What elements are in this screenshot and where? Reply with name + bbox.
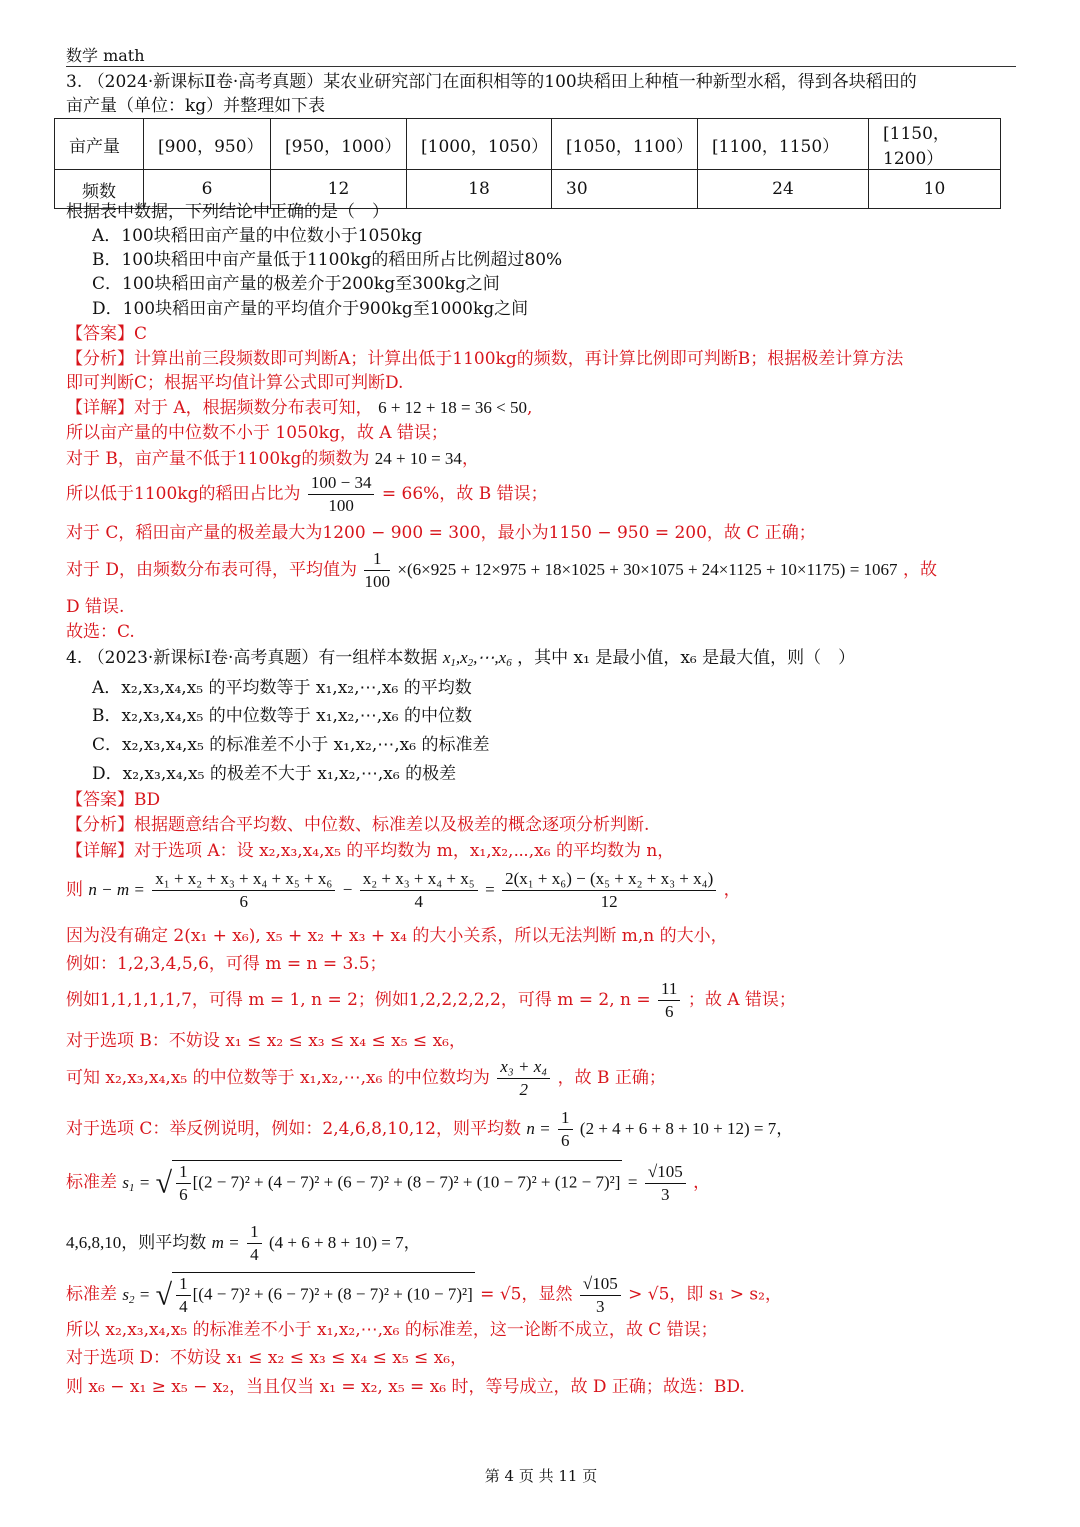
table-cell: [1150，1200） <box>869 119 1001 170</box>
math-expression: (4 + 6 + 8 + 10) = 7， <box>268 1233 421 1252</box>
fraction <box>364 548 390 593</box>
fraction <box>558 1107 573 1152</box>
q3-analysis-line1: 【分析】计算出前三段频数即可判断A；计算出低于1100kg的频数，再计算比例即可判断B；根据极差计算方法 <box>66 349 904 369</box>
math-expression: n = <box>526 1119 551 1138</box>
fraction-numerator: √105 <box>645 1161 686 1184</box>
table-cell: 亩产量 <box>55 119 144 170</box>
table-cell: 10 <box>869 170 1001 209</box>
math-expression: (2 + 4 + 6 + 8 + 10 + 12) = 7， <box>579 1119 794 1138</box>
q3-question: 根据表中数据，下列结论中正确的是（ ） <box>66 202 389 222</box>
q4-detail-9: 标准差 $s_1$ = √ $\frac{1}{6}$ [(2 − 7)² + (4 − 7)² + (6 − 7)² + (8 − 7)² + (10 − 7)² + (12 − 7)²] = $\frac{√105}{3}$ ， <box>66 1161 711 1204</box>
q4-detail-14: 则 x₆ − x₁ ≥ x₅ − x₂，当且仅当 x₁ = x₂, x₅ = x₆ 时，等号成立，故 D 正确；故选：BD. <box>66 1377 745 1397</box>
detail-text: 可知 x₂,x₃,x₄,x₅ 的中位数等于 x₁,x₂,⋯,x₆ 的中位数均为 <box>66 1068 490 1088</box>
math-operator: − <box>342 880 353 899</box>
table-row <box>55 119 1001 170</box>
fraction-denominator: 4 <box>250 1245 259 1264</box>
fraction-numerator: 1 <box>247 1221 262 1244</box>
table-cell: 18 <box>407 170 552 209</box>
table-cell: [1050，1100） <box>552 119 698 170</box>
fraction <box>247 1221 262 1266</box>
fraction-numerator: 1 <box>176 1273 191 1296</box>
q3-option-c: C．100块稻田亩产量的极差介于200kg至300kg之间 <box>92 274 500 294</box>
q4-detail-6: 对于选项 B：不妨设 x₁ ≤ x₂ ≤ x₃ ≤ x₄ ≤ x₅ ≤ x₆， <box>66 1031 466 1051</box>
q3-detail-c: 对于 C，稻田亩产量的极差最大为1200 − 900 = 300，最小为1150 − 950 = 200，故 C 正确； <box>66 523 816 543</box>
fraction-numerator: 1 <box>364 548 390 571</box>
math-expression: $s_2$ = <box>122 1284 151 1306</box>
square-root <box>156 1160 623 1206</box>
q4-answer: 【答案】BD <box>66 790 161 810</box>
fraction-numerator: 2(x₁ + x₆) − (x₅ + x₂ + x₃ + x₄) <box>502 868 716 891</box>
fraction-numerator: x₃ + x₄ <box>497 1056 550 1079</box>
detail-text: ，其中 x₁ 是最小值，x₆ 是最大值，则（ ） <box>517 648 856 668</box>
detail-text: 则 <box>66 880 83 900</box>
math-operator: = <box>485 880 495 899</box>
fraction-numerator: 1 <box>558 1107 573 1130</box>
fraction-numerator: x₁ + x₂ + x₃ + x₄ + x₅ + x₆ <box>152 868 335 891</box>
q4-option-a: A．x₂,x₃,x₄,x₅ 的平均数等于 x₁,x₂,⋯,x₆ 的平均数 <box>92 678 472 698</box>
detail-text: 4,6,8,10，则平均数 <box>66 1233 207 1252</box>
fraction-denominator: 6 <box>664 1002 674 1021</box>
math-expression: $s_1$ = <box>122 1172 151 1194</box>
detail-text: 【详解】对于 A，根据频数分布表可知， <box>66 398 373 418</box>
math-expression: 24 + 10 = 34 <box>374 449 462 468</box>
q4-detail-1: 【详解】对于选项 A：设 x₂,x₃,x₄,x₅ 的平均数为 m，x₁,x₂,⋯,x₆ 的平均数为 n， <box>66 841 675 861</box>
fraction <box>502 868 716 913</box>
q3-option-d: D．100块稻田亩产量的平均值介于900kg至1000kg之间 <box>92 299 529 319</box>
table-cell: 6 <box>144 170 271 209</box>
q4-detail-12: 所以 x₂,x₃,x₄,x₅ 的标准差不小于 x₁,x₂,⋯,x₆ 的标准差，这一论断不成立，故 C 错误； <box>66 1320 718 1340</box>
fraction-denominator: 6 <box>239 892 249 911</box>
q4-option-b: B．x₂,x₃,x₄,x₅ 的中位数等于 x₁,x₂,⋯,x₆ 的中位数 <box>92 706 472 726</box>
frequency-table <box>54 118 1001 209</box>
math-expression: [(4 − 7)² + (6 − 7)² + (8 − 7)² + (10 − 7)²] <box>192 1284 473 1304</box>
q4-stem <box>66 646 855 675</box>
fraction <box>658 978 680 1023</box>
q4-option-d: D．x₂,x₃,x₄,x₅ 的极差不大于 x₁,x₂,⋯,x₆ 的极差 <box>92 764 457 784</box>
fraction-denominator: 6 <box>561 1131 570 1150</box>
q4-detail-10 <box>66 1221 421 1266</box>
q3-stem-line2: 亩产量（单位：kg）并整理如下表 <box>66 96 326 116</box>
math-operator: = <box>627 1172 638 1192</box>
table-cell: [900，950） <box>144 119 271 170</box>
q3-option-b: B．100块稻田中亩产量低于1100kg的稻田所占比例超过80% <box>92 250 563 270</box>
table-cell: 24 <box>698 170 869 209</box>
fraction-denominator: 12 <box>600 892 618 911</box>
q4-detail-8 <box>66 1107 793 1152</box>
q4-detail-7 <box>66 1056 666 1101</box>
fraction-numerator: 11 <box>658 978 680 1001</box>
header-divider <box>66 66 1016 67</box>
detail-text: 对于选项 C：举反例说明，例如：2,4,6,8,10,12，则平均数 <box>66 1119 521 1139</box>
q4-detail-4: 例如：1,2,3,4,5,6，可得 m = n = 3.5； <box>66 954 387 974</box>
fraction-numerator: 1 <box>176 1161 191 1184</box>
radical-sign-icon: √ <box>155 1278 173 1312</box>
detail-text: 对于 B，亩产量不低于1100kg的频数为 <box>66 449 370 469</box>
detail-text: = 66%，故 B 错误； <box>381 484 548 504</box>
fraction-denominator: 6 <box>179 1185 188 1204</box>
q3-detail-d1 <box>66 548 937 593</box>
q3-conclusion: 故选：C. <box>66 622 135 642</box>
fraction <box>497 1056 550 1101</box>
radicand <box>172 1160 622 1206</box>
q3-detail-b2 <box>66 472 548 517</box>
detail-text: 4. （2023·新课标Ⅰ卷·高考真题）有一组样本数据 <box>66 648 438 668</box>
math-expression: $x_1,x_2,\cdots,x_6$ <box>442 648 512 669</box>
detail-text: 标准差 <box>66 1284 117 1305</box>
q4-detail-11 <box>66 1272 782 1318</box>
fraction-denominator: 4 <box>414 892 423 911</box>
detail-text: ，故 B 正确； <box>557 1068 666 1088</box>
q4-detail-2: 则 n − m = $\frac{\text{x₁ + x₂ + x₃ + x₄ + x₅ + x₆}}{6}$ − $\frac{\text{x₂ + x₃ + x₄ + x₅}}{4}$ = $\frac{\text{2(x₁ + x₆) − (x₅ + x₂ + x₃ + x₄)}}{12}$ ， <box>66 869 741 911</box>
fraction-denominator: 2 <box>519 1080 528 1099</box>
math-expression: [(2 − 7)² + (4 − 7)² + (6 − 7)² + (8 − 7)² + (10 − 7)² + (12 − 7)²] <box>192 1172 621 1192</box>
table-cell: 30 <box>552 170 698 209</box>
math-expression: m = <box>211 1233 240 1252</box>
fraction-denominator: 100 <box>328 496 354 515</box>
fraction <box>360 868 478 913</box>
q4-detail-3: 因为没有确定 2(x₁ + x₆), x₅ + x₂ + x₃ + x₄ 的大小关系，所以无法判断 m,n 的大小， <box>66 926 728 946</box>
q4-detail-13: 对于选项 D：不妨设 x₁ ≤ x₂ ≤ x₃ ≤ x₄ ≤ x₅ ≤ x₆， <box>66 1348 468 1368</box>
fraction <box>308 472 375 517</box>
table-cell: [1100，1150） <box>698 119 869 170</box>
math-expression: 6 + 12 + 18 = 36 < 50 <box>378 398 527 417</box>
detail-text: 对于 D，由频数分布表可得，平均值为 <box>66 560 358 580</box>
q3-option-a: A．100块稻田亩产量的中位数小于1050kg <box>92 226 423 246</box>
q3-detail-b1: 对于 B，亩产量不低于1100kg的频数为 24 + 10 = 34， <box>66 449 479 469</box>
q4-option-c: C．x₂,x₃,x₄,x₅ 的标准差不小于 x₁,x₂,⋯,x₆ 的标准差 <box>92 735 490 755</box>
q3-stem-line1: 3. （2024·新课标Ⅱ卷·高考真题）某农业研究部门在面积相等的100块稻田上种植一种新型水稻，得到各块稻田的 <box>66 72 917 92</box>
fraction <box>580 1273 621 1318</box>
q4-detail-5 <box>66 978 796 1023</box>
detail-text: 所以低于1100kg的稻田占比为 <box>66 484 301 504</box>
table-cell: 12 <box>271 170 407 209</box>
detail-text: > √5，即 s₁ > s₂， <box>628 1284 782 1305</box>
q4-analysis: 【分析】根据题意结合平均数、中位数、标准差以及极差的概念逐项分析判断. <box>66 815 650 835</box>
fraction-numerator: 100 − 34 <box>308 472 375 495</box>
q3-analysis-line2: 即可判断C；根据平均值计算公式即可判断D. <box>66 373 404 393</box>
radicand <box>172 1272 475 1318</box>
fraction <box>176 1273 191 1318</box>
detail-text: = √5，显然 <box>480 1284 573 1305</box>
fraction-denominator: 4 <box>179 1297 188 1316</box>
square-root <box>156 1272 475 1318</box>
detail-text: 标准差 <box>66 1172 117 1193</box>
detail-text: 例如1,1,1,1,1,7，可得 m = 1, n = 2；例如1,2,2,2,2,2，可得 m = 2, n = <box>66 990 651 1010</box>
q3-detail-d2: D 错误. <box>66 597 125 617</box>
q3-answer: 【答案】C <box>66 324 148 344</box>
fraction-numerator: √105 <box>580 1273 621 1296</box>
table-cell: 频数 <box>55 170 144 209</box>
fraction <box>645 1161 686 1206</box>
fraction-numerator: x₂ + x₃ + x₄ + x₅ <box>360 868 478 891</box>
page-footer: 第 4 页 共 11 页 <box>484 1467 598 1485</box>
detail-text: ，故 <box>902 560 937 580</box>
detail-text: ；故 A 错误； <box>687 990 796 1010</box>
fraction-denominator: 100 <box>364 572 390 591</box>
q3-detail-a1: 【详解】对于 A，根据频数分布表可知， 6 + 12 + 18 = 36 < 50, <box>66 398 533 418</box>
table-cell: [950，1000） <box>271 119 407 170</box>
fraction-denominator: 3 <box>596 1296 605 1316</box>
table-cell: [1000，1050） <box>407 119 552 170</box>
fraction <box>176 1161 191 1206</box>
fraction-denominator: 3 <box>661 1184 670 1204</box>
fraction <box>152 868 335 913</box>
radical-sign-icon: √ <box>155 1166 173 1200</box>
page-header: 数学 math <box>66 46 145 65</box>
math-expression: ×(6×925 + 12×975 + 18×1025 + 30×1075 + 24×1125 + 10×1175) = 1067 <box>397 560 898 579</box>
math-expression: n − m = <box>88 880 145 899</box>
q3-detail-a2: 所以亩产量的中位数不小于 1050kg，故 A 错误； <box>66 423 448 443</box>
